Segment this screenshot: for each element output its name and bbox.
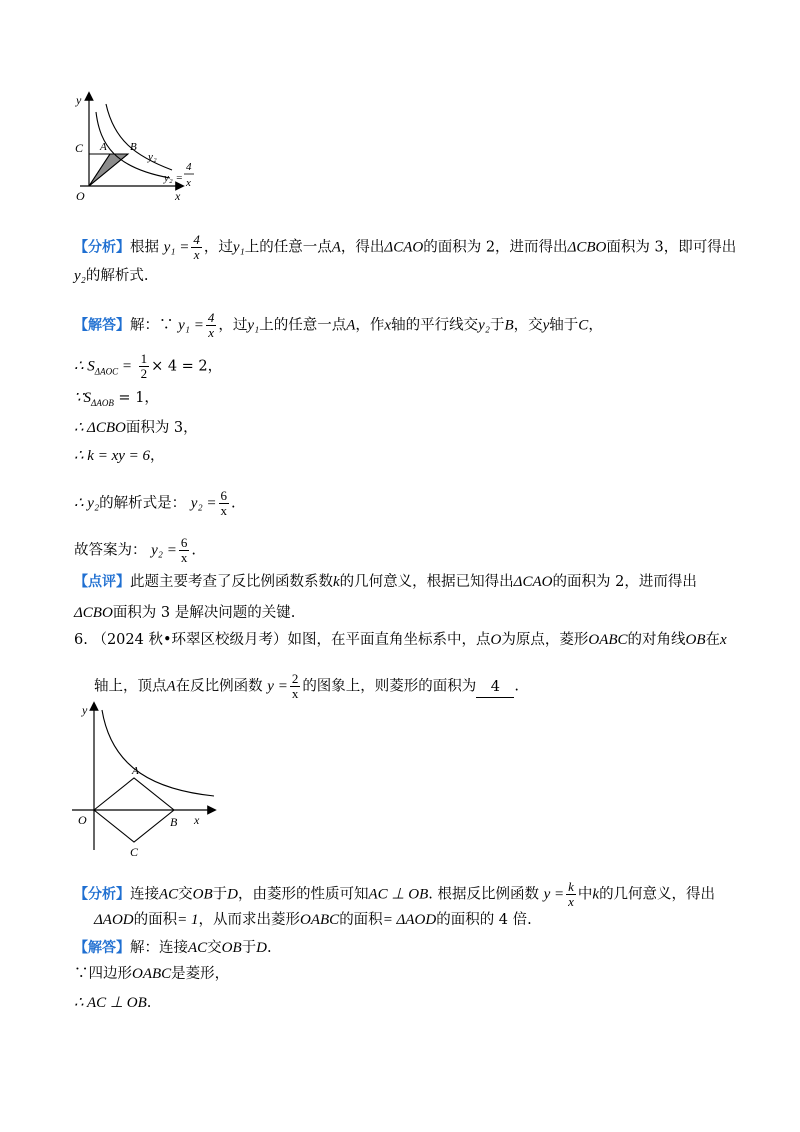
y-axis-label: y (82, 703, 88, 717)
solution1-line2: ∴ $S_{\Delta AOC}$ = $\frac{1}{2}$ × 4 = 2， (74, 351, 223, 381)
comment1-line2: ΔCBO面积为 3 是解决问题的关键. (74, 605, 296, 621)
solution6-line2: ∵四边形OABC是菱形， (74, 966, 230, 982)
y-axis-label: y (76, 93, 82, 107)
curve-eq-den: x (186, 177, 191, 189)
point-c-label: C (75, 141, 84, 155)
analysis-tag: 【分析】 (74, 239, 130, 256)
solution1-line5: ∴ k = xy = 6， (74, 448, 165, 464)
answer-blank: 4 (476, 677, 514, 698)
comment-tag: 【点评】 (74, 574, 130, 590)
solution1-line1: 【解答】解：∵ y₁ = $\frac{4}{x}$ ，过y₁上的任意一点A，作x轴的平行线交y₂于B，交y轴于C， (74, 310, 603, 340)
figure-rhombus (62, 700, 222, 860)
x-axis-label: x (175, 189, 181, 203)
point-b-label: B (170, 815, 178, 829)
fraction: $\frac{k}{x}$ (568, 879, 574, 909)
figure-reciprocal-curves (60, 90, 210, 205)
point-a-label: A (100, 141, 107, 153)
fraction: $\frac{6}{x}$ (220, 488, 228, 518)
solution1-line4: ∴ ΔCBO面积为 3， (74, 420, 198, 436)
point-c-label: C (130, 845, 139, 859)
origin-label: O (76, 189, 85, 203)
solution1-line7: 故答案为： y₂ = $\frac{6}{x}$ . (74, 535, 196, 565)
solution1-line6: ∴ y₂的解析式是： y₂ = $\frac{6}{x}$ . (74, 488, 236, 518)
fraction: $\frac{2}{x}$ (291, 671, 299, 701)
analysis1-line1: 【分析】根据 y₁ = $\frac{4}{x}$ ，过y₁上的任意一点A，得出ΔCAO的面积为 2，进而得出ΔCBO面积为 3，即可得出 (74, 232, 737, 262)
analysis-tag: 【分析】 (74, 886, 130, 903)
analysis6-line1: 【分析】连接AC交OB于D，由菱形的性质可知AC ⊥ OB. 根据反比例函数 y = $\frac{k}{x}$ 中k的几何意义，得出 (74, 879, 716, 909)
curve-y2-label: y₂ (148, 151, 157, 163)
analysis1-line2: y₂的解析式. (74, 268, 149, 284)
problem6-line1: 6. （2024 秋•环翠区校级月考）如图，在平面直角坐标系中，点O为原点，菱形OABC的对角线OB在x (74, 632, 727, 648)
origin-label: O (78, 813, 87, 827)
analysis6-line2: ΔAOD的面积= 1，从而求出菱形OABC的面积= ΔAOD的面积的 4 倍. (94, 912, 532, 928)
fraction: $\frac{1}{2}$ (140, 351, 148, 381)
solution-tag: 【解答】 (74, 940, 130, 956)
curve-eq-lhs: y₂ = (164, 172, 183, 184)
comment1-line1: 【点评】此题主要考查了反比例函数系数k的几何意义，根据已知得出ΔCAO的面积为 2，进而得出 (74, 574, 697, 590)
fraction: $\frac{4}{x}$ (207, 310, 215, 340)
problem-number: 6. (74, 632, 88, 648)
solution1-line3: $\because S_{\Delta AOB} = 1$， (74, 390, 159, 408)
problem6-line2: 轴上，顶点A在反比例函数 y = $\frac{2}{x}$ 的图象上，则菱形的面积为 4 . (94, 671, 519, 701)
curve-y-2-over-x (102, 710, 214, 796)
solution6-line1: 【解答】解：连接AC交OB于D. (74, 940, 272, 956)
curve-eq-num: 4 (186, 161, 192, 173)
solution-tag: 【解答】 (74, 317, 130, 334)
fraction: $\frac{6}{x}$ (180, 535, 188, 565)
point-a-label: A (132, 765, 139, 777)
solution6-line3: ∴ AC ⊥ OB. (74, 995, 152, 1011)
point-b-label: B (130, 141, 137, 153)
x-axis-label: x (194, 813, 200, 827)
fraction: $\frac{4}{x}$ (193, 232, 200, 262)
